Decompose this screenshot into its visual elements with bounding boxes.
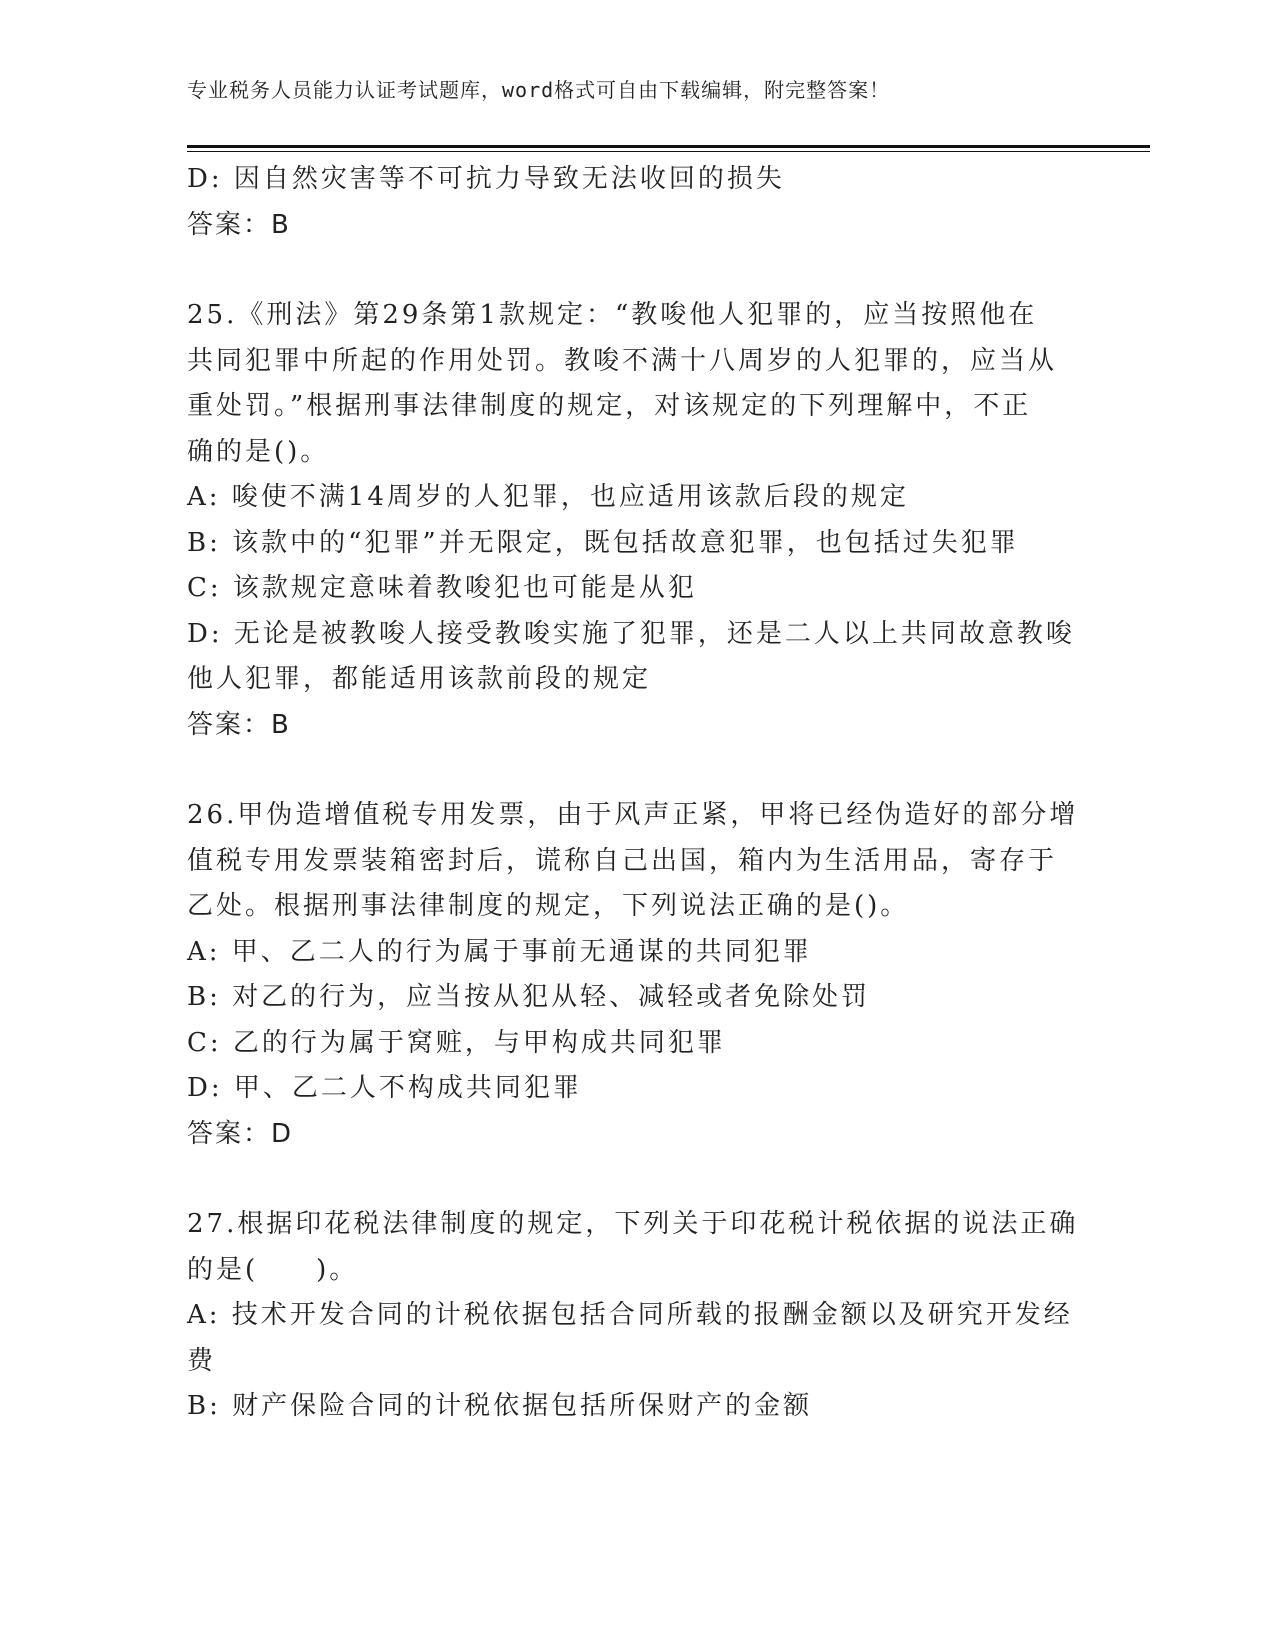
header-rule-thick bbox=[187, 145, 1150, 148]
question-stem-line: 26.甲伪造增值税专用发票，由于风声正紧，甲将已经伪造好的部分增 bbox=[187, 800, 1079, 830]
option-d-continued: 他人犯罪，都能适用该款前段的规定 bbox=[187, 664, 652, 694]
question-27 bbox=[187, 1202, 1079, 1430]
spacer bbox=[187, 748, 1067, 793]
page-content bbox=[187, 157, 1079, 1430]
prev-option-d: D: 因自然灾害等不可抗力导致无法收回的损失 bbox=[187, 164, 785, 194]
question-stem-line: 的是( )。 bbox=[187, 1254, 359, 1285]
spacer bbox=[187, 248, 1067, 293]
prev-answer: 答案：B bbox=[187, 209, 291, 240]
spacer bbox=[187, 1157, 1067, 1202]
option-b: B: 财产保险合同的计税依据包括所保财产的金额 bbox=[187, 1391, 813, 1421]
option-b: B: 对乙的行为，应当按从犯从轻、减轻或者免除处罚 bbox=[187, 982, 871, 1012]
question-stem-line: 共同犯罪中所起的作用处罚。教唆不满十八周岁的人犯罪的，应当从 bbox=[187, 345, 1058, 376]
option-a: A: 甲、乙二人的行为属于事前无通谋的共同犯罪 bbox=[187, 936, 812, 967]
question-stem-line: 确的是()。 bbox=[187, 436, 330, 467]
option-c: C: 该款规定意味着教唆犯也可能是从犯 bbox=[187, 573, 697, 603]
option-a: A: 技术开发合同的计税依据包括合同所载的报酬金额以及研究开发经 bbox=[187, 1300, 1073, 1330]
answer: 答案：D bbox=[187, 1118, 294, 1149]
option-d: D: 无论是被教唆人接受教唆实施了犯罪，还是二人以上共同故意教唆 bbox=[187, 618, 1075, 649]
option-a: A: 唆使不满14周岁的人犯罪，也应适用该款后段的规定 bbox=[187, 482, 909, 512]
page-header: 专业税务人员能力认证考试题库，word格式可自由下载编辑，附完整答案！ bbox=[187, 78, 891, 102]
option-c: C: 乙的行为属于窝赃，与甲构成共同犯罪 bbox=[187, 1027, 726, 1058]
question-stem-line: 值税专用发票装箱密封后，谎称自己出国，箱内为生活用品，寄存于 bbox=[187, 845, 1058, 876]
answer: 答案：B bbox=[187, 709, 291, 740]
header-rule-thin bbox=[187, 151, 1150, 152]
option-d: D: 甲、乙二人不构成共同犯罪 bbox=[187, 1073, 582, 1103]
question-25 bbox=[187, 293, 1075, 748]
question-stem-line: 25.《刑法》第29条第1款规定：“教唆他人犯罪的，应当按照他在 bbox=[187, 300, 1038, 330]
question-26 bbox=[187, 793, 1079, 1157]
question-stem-line: 27.根据印花税法律制度的规定，下列关于印花税计税依据的说法正确 bbox=[187, 1209, 1079, 1239]
option-b: B: 该款中的“犯罪”并无限定，既包括故意犯罪，也包括过失犯罪 bbox=[187, 527, 1019, 558]
option-a-continued: 费 bbox=[187, 1345, 217, 1376]
question-stem-line: 重处罚。”根据刑事法律制度的规定，对该规定的下列理解中，不正 bbox=[187, 391, 1032, 421]
question-stem-line: 乙处。根据刑事法律制度的规定，下列说法正确的是()。 bbox=[187, 891, 910, 921]
